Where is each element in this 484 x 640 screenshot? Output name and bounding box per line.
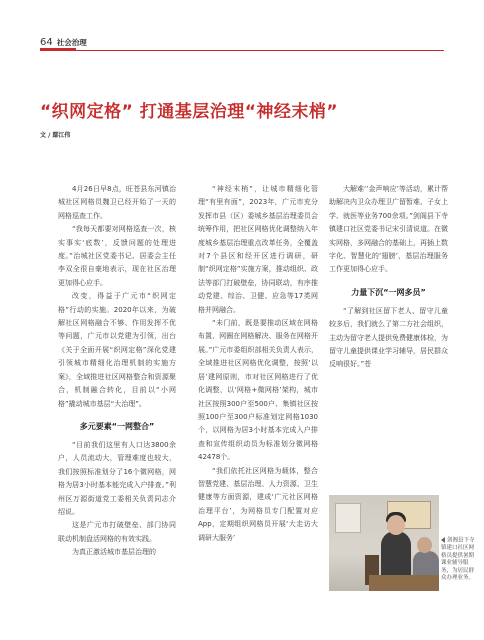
photo-caption	[441, 537, 479, 583]
paragraph: “我们依托社区网格为载体，整合智慧党建、基层治理、人力资源、卫生健康等方面资源，建成‘广元社区网格治理平台’，为网格员专门配置对应App，定期组织网格员开展‘大走访大调研大服务’	[198, 466, 318, 542]
paragraph: “我每天都要对网格巡查一次，核实事实‘底数’，反馈问题的处理进度。”治城社区党委书记、居委会主任李双全很自豪地表示，现在社区治理更加得心应手。	[58, 225, 176, 287]
section-subheading: 多元要素“一网整合”	[79, 421, 155, 431]
caption-text: 剑阁县下寺镇建口社区网格员提供暑期课业辅导服务，为居民群众办理业务。	[441, 537, 475, 582]
paragraph: 这是广元市打破壁垒、部门协同联动机制盘活网格的有效实践。	[58, 521, 176, 543]
paragraph: “目前我们这里有人口达3800余户，人员流动大，管理难度也较大，我们按照标准划分了16个微网格，网格为居3小时基本能完成入户排查。”利州区万源街道党工委相关负责同志介绍说。	[58, 440, 176, 516]
section-title: 社会治理	[56, 37, 87, 47]
page-number: 64	[40, 36, 53, 48]
text-column-2	[198, 183, 318, 545]
text-column-3	[329, 183, 448, 372]
paragraph: “未门前，既是要推动区域在网格布置、网圈在网格解决、服务在网格开展。”广元市委组织部相关负责人表示，全域推进社区网格优化调整，按照‘以居’建网原则，市对社区网格进行了优化调整，以‘网格+微网格’架构，城市社区按照300户至500户、集镇社区按照100户至300户标准划定网格1030个，以网格为居3小时基本完成入户排查和宣传组织动员为标准划分微网格42478个。	[198, 319, 318, 462]
header-divider	[40, 50, 444, 51]
article-byline: 文 / 鄢江伟	[40, 132, 71, 139]
paragraph: “了解到社区留下老人、留守儿童较多后，我们就么了第二方社会组织，主动为留守老人提供免费健康体检，为留守儿童提供课业学习辅导，居民群众反响很好。”苍	[329, 306, 448, 369]
article-title: “织网定格” 打通基层治理“神经末梢”	[40, 102, 339, 122]
section-subheading: 力量下沉“一网多员”	[351, 287, 426, 297]
paragraph: 大解难‘’金声响应’等活动，累计帮助解决内卫众办理卫广留暂难、子女上学、就医等业务700余项。”剑阁县下寺镇建口社区党委书记宋引清说道。在微实网格，多网融合的基础上，再插上数字化、智慧化的‘翅膀’，基层治理服务工作更加得心应手。	[329, 185, 448, 274]
paragraph: 4月26日早8点，旺苍县东河镇治城社区网格员魏卫已经开始了一天的网格巡查工作。	[58, 185, 176, 220]
paragraph: 改变，得益于广元市“织网定格”行动的实施。2020年以来，为破解社区网格融合不够、作用发挥不优等问题，广元市以党建为引领，出台《关于全面开展“织网定格”深化党建引领城市精细化治理机制的实施方案》，全域推进社区网格整合和资源聚合，机制融合转化，目前以“小网格”撬动城市基层“大治理”。	[58, 292, 176, 408]
text-column-1	[58, 183, 176, 560]
caption-pointer-icon	[441, 537, 445, 543]
paragraph: “神经末梢”，让城市精细化管理“有里有面”，2023年，广元市充分发挥市县（区）委城乡基层治理委员会统筹作用，把社区网格优化调整纳入年度城乡基层治理重点改革任务，全覆盖对7个县区和经开区进行调研，研制“织网定格”实施方案，推动组织、政法等部门打破壁垒，协同联动，有序推动党建、综治、卫健、应急等17类网格并网融合。	[198, 185, 318, 314]
header-accent-bar	[40, 48, 76, 50]
article-photo	[329, 495, 439, 591]
page-header	[40, 36, 87, 48]
paragraph: 为真正激活城市基层治理的	[72, 548, 156, 557]
